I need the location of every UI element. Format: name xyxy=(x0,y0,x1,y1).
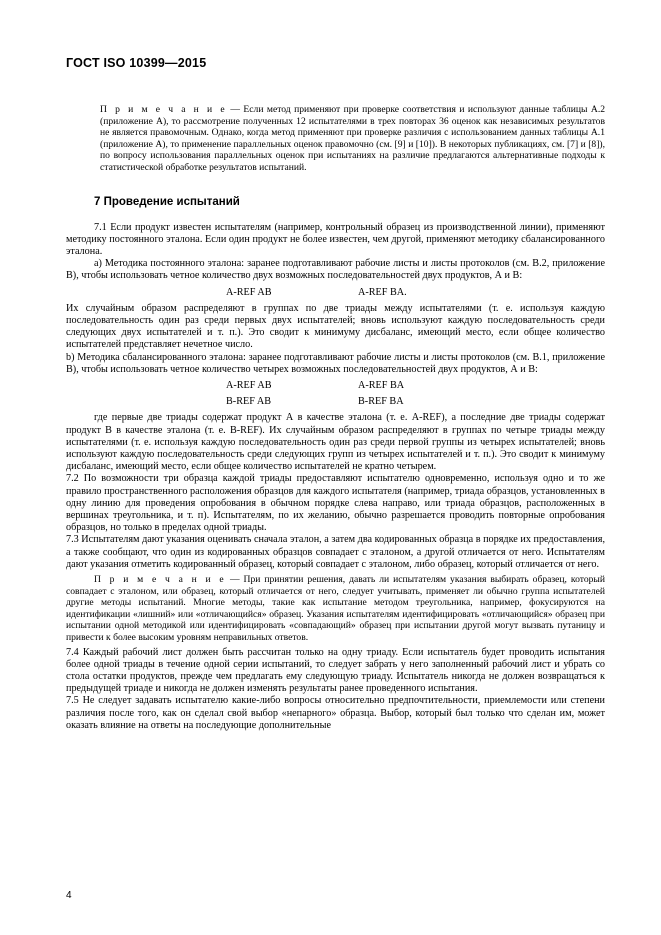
section-heading: 7 Проведение испытаний xyxy=(94,195,240,208)
paragraph-7-3: 7.3 Испытателям дают указания оценивать сначала эталон, а затем два кодированных образца в порядке их предоставления, а также сообщают, что один из кодированных образцов совпадает с эталоном, а другой отличается от него. Испытателям дают указания отметить кодированный образец, который совпадает с эталоном, либо образец, который отличается от него. xyxy=(66,534,605,570)
sequence-a-ref-ab: A-REF AB xyxy=(226,286,272,298)
sequence-a-ref-ba: A-REF BA. xyxy=(358,286,407,298)
sequence-b-aref-ab: A-REF AB xyxy=(226,380,272,391)
note-text: — Если метод применяют при проверке соответствия и используют данные таблицы А.2 (приложение А), то рассмотрение полученных 12 испытателями в трех повторах 36 оценок как независимых результатов не является правомочным. Однако, когда метод применяют при проверке различия с использованием данных таблицы А.1 (приложение А), то применение параллельных оценок правомочно (см. [9] и [10]). В некоторых публикациях, см. [7] и [8]), по вопросу использования параллельных оценок при испытаниях на различие предлагаются альтернативные подходы к статистической обработке результатов испытаний. xyxy=(100,104,606,173)
paragraph-7-1-a: a) Методика постоянного эталона: заранее подготавливают рабочие листы и листы протоколов (см. В.2, приложение В), чтобы использовать четное количество двух возможных последовательностей двух продуктов, А и В: xyxy=(66,258,605,282)
sequence-row-a xyxy=(66,287,605,299)
note-label: П р и м е ч а н и е xyxy=(100,104,228,115)
sequence-b-aref-ba: A-REF BA xyxy=(358,380,405,391)
note-text-2: — При принятии решения, давать ли испытателям указания выбирать образец, который совпадает с эталоном, или образец, который отличается от него, следует учитывать, применяет ли обычно группа испытателей другие методы испытаний. Многие методы, такие как испытание методом треугольника, например, фокусируются на идентификации «лишний» или «отличающийся» образец. Указания испытателям идентифицировать «отличающийся» образец при испытании одной методикой или идентифицировать «совпадающий» образец при испытании другой могут вызвать путаницу и привести к более высоким уровням неправильных ответов. xyxy=(66,574,605,644)
paragraph-7-1-b: b) Методика сбалансированного эталона: заранее подготавливают рабочие листы и листы протоколов (см. В.1, приложение В), чтобы использовать четное количество четырех возможных последовательностей двух продуктов, А и В: xyxy=(66,351,605,375)
note-label-2: П р и м е ч а н и е xyxy=(94,574,227,586)
note-top xyxy=(100,104,605,174)
sequence-b-bref-ba: B-REF BA xyxy=(358,396,404,408)
paragraph-7-1: 7.1 Если продукт известен испытателям (например, контрольный образец из производственной линии), применяют методику постоянного эталона. Если один продукт не более известен, чем другой, применяют методику сбалансированного эталона. xyxy=(66,221,605,257)
page-number: 4 xyxy=(66,890,72,901)
paragraph-7-5: 7.5 Не следует задавать испытателю какие-либо вопросы относительно предпочтительности, приемлемости или степени различия после того, как он сделал свой выбор «непарного» образца. Выбор, который был только что сделан им, может оказать влияние на ответы на последующие дополнительные xyxy=(66,695,605,731)
paragraph-7-1-b-cont: где первые две триады содержат продукт А в качестве эталона (т. е. A-REF), а последние две триады содержат продукт В в качестве эталона (т. е. B-REF). Их случайным образом распределяют в группах по четыре триады между испытателями (т. е. используя каждую последовательность один раз среди первой группы из четырех испытателей; вновь используют каждую последовательность среди следующих групп из четырех испытателей и т. п.). Это сводит к минимуму дисбаланс, имеющий место, если общее количество испытателей не кратно четырем. xyxy=(66,412,605,473)
page-header: ГОСТ ISO 10399—2015 xyxy=(66,56,207,70)
paragraph-7-4: 7.4 Каждый рабочий лист должен быть рассчитан только на одну триаду. Если испытатель будет проводить испытания более одной триады в течение одной серии испытаний, то следует забрать у него заполненный рабочий лист и убрать со стола остатки продуктов, прежде чем предлагать ему следующую триаду. Испытатель никогда не должен возвращаться к предыдущей триаде и никогда не должен изменять результаты ранее проведенного испытания. xyxy=(66,646,605,695)
paragraph-7-1-a-cont: Их случайным образом распределяют в группах по две триады между испытателями (т. е. используя каждую последовательность один раз среди первых двух испытателей; вновь используют каждую последовательность среди следующих двух испытателей и т. п.). Это сводит к минимуму дисбаланс, имеющий место, если общее количество испытателей представляет нечетное число. xyxy=(66,302,605,351)
paragraph-7-2: 7.2 По возможности три образца каждой триады предоставляют испытателю одновременно, используя одно и то же правило пространственного расположения образцов для каждого испытателя (например, триада образцов, установленных в одну линию для проведения опробования в обычном порядке слева направо, или триада образцов, расположенных в вершинах треугольника, и т. п). Испытателям, по их желанию, обычно разрешается проводить повторные опробования образцов, но только в пределах одной триады. xyxy=(66,473,605,534)
sequence-row-b1 xyxy=(66,380,605,392)
sequence-row-b2 xyxy=(66,396,605,408)
sequence-b-bref-ab: B-REF AB xyxy=(226,396,272,408)
note-7-3 xyxy=(66,574,605,644)
